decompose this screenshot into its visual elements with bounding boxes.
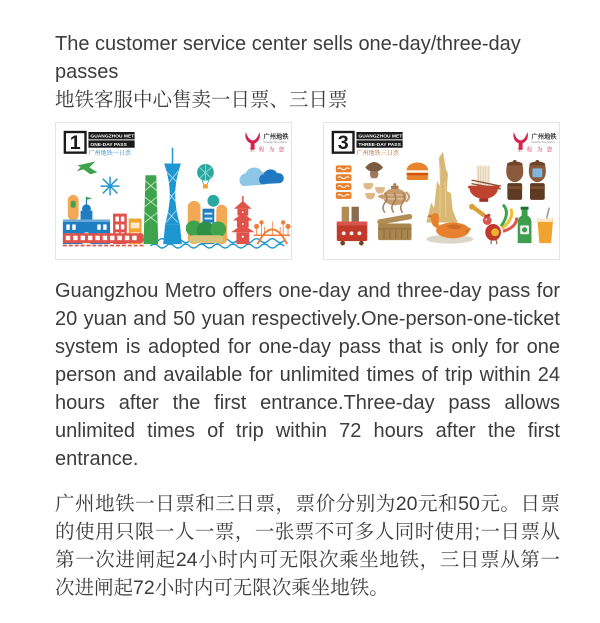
clouds-icon bbox=[239, 167, 283, 186]
ticket-number-box bbox=[65, 132, 86, 154]
body-paragraph-en: Guangzhou Metro offers one-day and three-day pass for 20 yuan and 50 yuan respectively.One-person-one-ticket system is adopted for one-day pass that is only for one person and available for unlimited times of trip within 24 hours after the first entrance.Three-day pass allows unlimited times of trip within 72 hours after the first entrance. bbox=[55, 280, 560, 470]
burger-icon bbox=[407, 162, 429, 180]
logo-name-en: Guangzhou Metro bbox=[531, 139, 555, 144]
brand-line1: GUANGZHOU METRO bbox=[358, 134, 410, 140]
one-day-pass-image bbox=[56, 123, 291, 259]
ticket-images-row bbox=[55, 122, 560, 260]
noodle-bowl-icon bbox=[468, 165, 501, 201]
beer-bottle-icon bbox=[518, 207, 532, 243]
ticket-subtitle-zh: 广州地铁三日票 bbox=[356, 150, 400, 158]
ticket-three-day-pass bbox=[323, 122, 560, 260]
clay-pot-icon bbox=[506, 160, 523, 200]
rooster-icon bbox=[469, 204, 517, 244]
bridge-icon bbox=[254, 220, 291, 244]
brand-line2: THREE-DAY PASS bbox=[358, 143, 401, 149]
hot-air-balloon-icon bbox=[197, 164, 214, 189]
dimsum-stack-icon bbox=[336, 165, 352, 198]
airplane-icon bbox=[77, 162, 98, 175]
trees-icon bbox=[186, 220, 226, 243]
ticket-number: 1 bbox=[69, 132, 81, 155]
green-tower-icon bbox=[144, 175, 159, 244]
page-title-zh: 地铁客服中心售卖一日票、三日票 bbox=[55, 89, 348, 111]
ticket-brand-bars bbox=[88, 132, 141, 157]
guangzhou-metro-logo bbox=[513, 131, 557, 153]
logo-slogan: 全程为您 bbox=[248, 147, 289, 154]
mushroom-dish-icon bbox=[365, 162, 383, 178]
content bbox=[55, 30, 560, 602]
page-title: The customer service center sells one-day/three-day passes bbox=[55, 33, 521, 83]
golden-landmark-icon bbox=[426, 152, 457, 223]
ticket-number: 3 bbox=[337, 132, 349, 155]
brand-line2: ONE-DAY PASS bbox=[90, 143, 127, 149]
logo-slogan: 全程为您 bbox=[516, 147, 557, 154]
logo-name-en: Guangzhou Metro bbox=[263, 139, 287, 144]
logo-name-zh: 广州地铁 bbox=[531, 133, 557, 141]
ticket-number-box bbox=[333, 132, 354, 154]
ticket-brand-bars bbox=[356, 132, 409, 157]
guangzhou-metro-logo bbox=[245, 131, 289, 153]
snowflake-icon bbox=[101, 177, 119, 195]
clay-pot-icon bbox=[529, 160, 546, 200]
pagoda-icon bbox=[231, 196, 255, 244]
canton-tower-icon bbox=[163, 148, 182, 244]
street-stove-icon bbox=[337, 207, 367, 246]
three-day-pass-image bbox=[324, 123, 559, 259]
body-paragraph-zh: 广州地铁一日票和三日票，票价分别为20元和50元。日票的使用只限一人一票，一张票不可多人同时使用;一日票从第一次进闸起24小时内可无限次乘坐地铁，三日票从第一次进闸起72小时内可无限次乘坐地铁。 bbox=[55, 493, 560, 599]
ticket-subtitle-zh: 广州地铁一日票 bbox=[88, 150, 132, 158]
ticket-one-day-pass bbox=[55, 122, 292, 260]
logo-name-zh: 广州地铁 bbox=[263, 133, 289, 141]
brand-line1: GUANGZHOU METRO bbox=[90, 134, 142, 140]
drink-glass-icon bbox=[537, 208, 553, 243]
